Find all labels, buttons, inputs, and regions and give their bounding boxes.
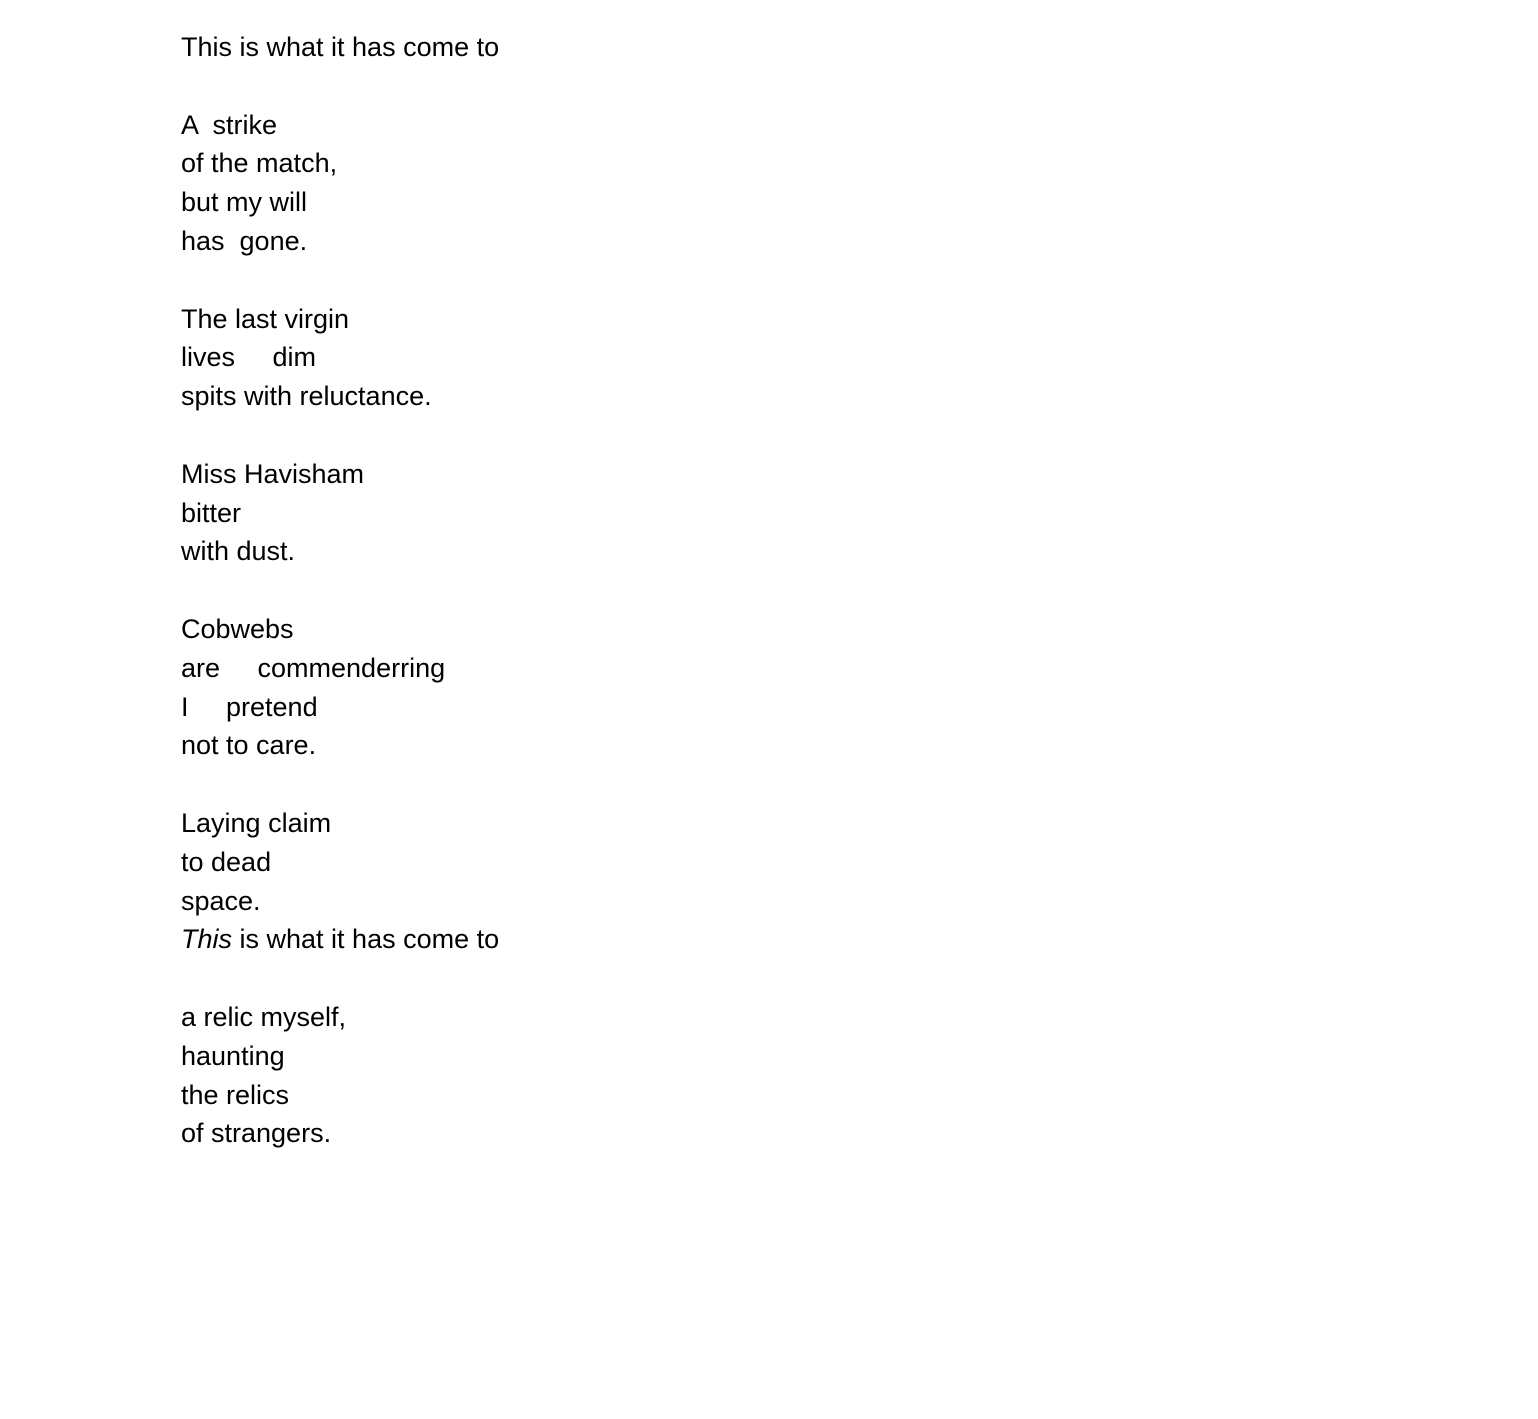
refrain-line [181, 920, 1381, 959]
poem-line: has gone. [181, 225, 308, 256]
poem-line: I pretend [181, 691, 318, 722]
poem-line: The last virgin [181, 303, 350, 334]
stanza-gap [181, 571, 1381, 610]
poem-line: are commenderring [181, 652, 446, 683]
poem-line: spits with reluctance. [181, 381, 432, 412]
poem-line: to dead [181, 846, 272, 877]
stanza-gap [181, 67, 1381, 106]
poem-line: with dust. [181, 536, 296, 567]
poem-line: of strangers. [181, 1118, 332, 1149]
poem-line: Laying claim [181, 807, 332, 838]
poem-document [181, 28, 1381, 1153]
poem-line: of the match, [181, 148, 338, 179]
poem-line: Miss Havisham [181, 458, 365, 489]
refrain-rest: is what it has come to [232, 924, 500, 955]
poem-line: a relic myself, [181, 1001, 347, 1032]
poem-line: Cobwebs [181, 613, 294, 644]
stanza-gap [181, 959, 1381, 998]
poem-line: lives dim [181, 342, 317, 373]
poem-line: This is what it has come to [181, 32, 500, 62]
stanza-gap [181, 765, 1381, 804]
poem-line: space. [181, 885, 261, 916]
poem-line: haunting [181, 1040, 285, 1071]
stanza-gap [181, 416, 1381, 455]
poem-line: bitter [181, 497, 242, 528]
poem-line: A strike [181, 109, 278, 140]
poem-line: not to care. [181, 730, 317, 761]
poem-line: but my will [181, 187, 308, 218]
poem-line: the relics [181, 1079, 290, 1110]
refrain-emphasis: This [181, 924, 233, 955]
stanza-gap [181, 261, 1381, 300]
